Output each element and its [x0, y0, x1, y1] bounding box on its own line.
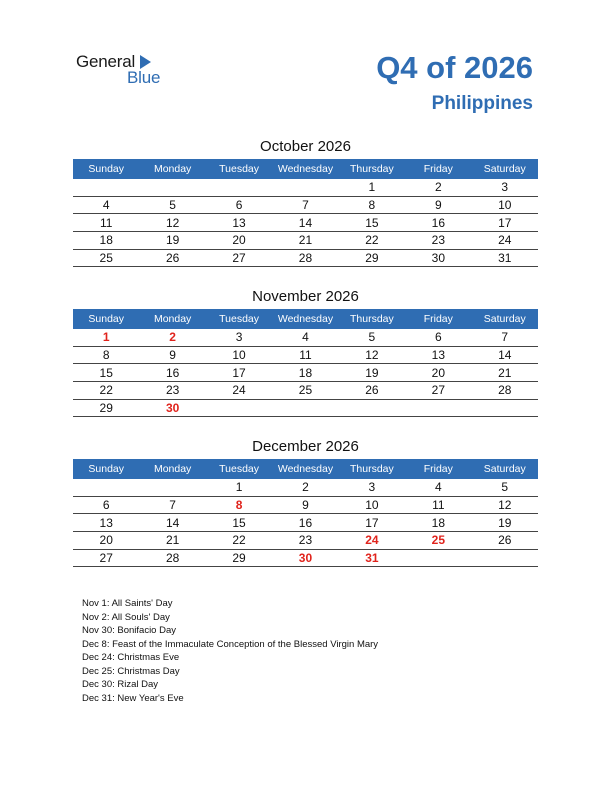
day-cell: 7 [472, 329, 538, 346]
day-cell: 18 [405, 514, 471, 532]
calendar-grid [73, 459, 538, 567]
day-cell: 18 [73, 232, 139, 250]
day-cell: 10 [339, 496, 405, 514]
day-cell: 25 [73, 249, 139, 267]
day-cell [339, 399, 405, 417]
day-cell: 17 [472, 214, 538, 232]
day-cell: 8 [206, 496, 272, 514]
day-cell [206, 399, 272, 417]
day-cell: 1 [206, 479, 272, 496]
week-row [73, 496, 538, 514]
day-cell: 11 [272, 346, 338, 364]
holiday-item: Dec 8: Feast of the Immaculate Conception of the Blessed Virgin Mary [82, 638, 379, 650]
month-title: November 2026 [252, 288, 359, 305]
weekday-header: Wednesday [272, 159, 338, 179]
day-cell [472, 399, 538, 417]
day-cell [405, 549, 471, 567]
day-cell: 25 [405, 532, 471, 550]
day-cell: 31 [339, 549, 405, 567]
day-cell: 14 [472, 346, 538, 364]
holiday-item: Dec 25: Christmas Day [82, 665, 180, 677]
week-row [73, 382, 538, 400]
day-cell: 6 [206, 196, 272, 214]
day-cell: 17 [339, 514, 405, 532]
day-cell: 22 [73, 382, 139, 400]
weekday-header: Friday [405, 309, 471, 329]
week-row [73, 532, 538, 550]
day-cell: 14 [272, 214, 338, 232]
day-cell: 5 [472, 479, 538, 496]
day-cell: 22 [206, 532, 272, 550]
day-cell: 4 [73, 196, 139, 214]
brand-name-blue: Blue [127, 68, 161, 87]
weekday-header: Monday [139, 159, 205, 179]
month-october [73, 136, 538, 267]
month-november [73, 286, 538, 417]
week-row [73, 346, 538, 364]
weekday-header: Saturday [472, 159, 538, 179]
day-cell: 18 [272, 364, 338, 382]
day-cell: 10 [472, 196, 538, 214]
day-cell: 27 [405, 382, 471, 400]
weekday-header: Thursday [339, 309, 405, 329]
day-cell: 11 [405, 496, 471, 514]
day-cell: 19 [339, 364, 405, 382]
week-row [73, 196, 538, 214]
day-cell: 6 [405, 329, 471, 346]
weekday-header: Tuesday [206, 459, 272, 479]
day-cell: 31 [472, 249, 538, 267]
day-cell: 6 [73, 496, 139, 514]
week-row [73, 479, 538, 496]
day-cell: 7 [272, 196, 338, 214]
brand-name-general: General [76, 52, 136, 71]
holiday-item: Dec 24: Christmas Eve [82, 652, 180, 663]
day-cell: 20 [73, 532, 139, 550]
day-cell: 20 [405, 364, 471, 382]
day-cell: 15 [73, 364, 139, 382]
weekday-header: Saturday [472, 459, 538, 479]
weekday-header: Thursday [339, 459, 405, 479]
holiday-item: Nov 2: All Souls' Day [82, 611, 170, 623]
month-december [73, 436, 538, 567]
day-cell: 22 [339, 232, 405, 250]
week-row [73, 549, 538, 567]
day-cell: 2 [139, 329, 205, 346]
day-cell: 28 [272, 249, 338, 267]
day-cell: 2 [405, 179, 471, 196]
holiday-item: Dec 31: New Year's Eve [82, 692, 184, 704]
day-cell [405, 399, 471, 417]
holiday-item: Nov 30: Bonifacio Day [82, 625, 176, 636]
day-cell: 26 [139, 249, 205, 267]
weekday-header: Friday [405, 459, 471, 479]
day-cell: 3 [206, 329, 272, 346]
day-cell: 14 [139, 514, 205, 532]
day-cell: 12 [472, 496, 538, 514]
day-cell: 23 [405, 232, 471, 250]
country-subtitle: Philippines [431, 93, 533, 114]
day-cell: 1 [73, 329, 139, 346]
day-cell: 3 [472, 179, 538, 196]
day-cell: 15 [206, 514, 272, 532]
weekday-header: Wednesday [272, 459, 338, 479]
flag-icon [140, 55, 151, 69]
day-cell [139, 479, 205, 496]
weekday-header: Thursday [339, 159, 405, 179]
weekday-header: Sunday [73, 309, 139, 329]
week-row [73, 514, 538, 532]
weekday-header: Monday [139, 459, 205, 479]
weekday-header: Wednesday [272, 309, 338, 329]
day-cell: 9 [272, 496, 338, 514]
day-cell: 29 [206, 549, 272, 567]
day-cell: 15 [339, 214, 405, 232]
day-cell: 30 [405, 249, 471, 267]
holiday-item: Dec 30: Rizal Day [82, 679, 159, 690]
weekday-header: Sunday [73, 459, 139, 479]
day-cell [73, 179, 139, 196]
weekday-header: Monday [139, 309, 205, 329]
day-cell [206, 179, 272, 196]
holiday-list [82, 597, 378, 705]
day-cell: 9 [405, 196, 471, 214]
day-cell: 2 [272, 479, 338, 496]
day-cell: 12 [339, 346, 405, 364]
day-cell: 30 [272, 549, 338, 567]
holiday-item: Nov 1: All Saints' Day [82, 598, 173, 609]
day-cell: 8 [73, 346, 139, 364]
day-cell: 13 [405, 346, 471, 364]
week-row [73, 329, 538, 346]
calendar-grid [73, 159, 538, 267]
day-cell: 25 [272, 382, 338, 400]
day-cell: 24 [472, 232, 538, 250]
month-title: October 2026 [260, 138, 351, 155]
day-cell: 11 [73, 214, 139, 232]
day-cell: 4 [272, 329, 338, 346]
brand-logo [76, 52, 176, 92]
page-title: Q4 of 2026 [376, 50, 533, 85]
day-cell: 1 [339, 179, 405, 196]
day-cell: 21 [472, 364, 538, 382]
day-cell: 27 [73, 549, 139, 567]
day-cell: 29 [339, 249, 405, 267]
week-row [73, 249, 538, 267]
day-cell: 23 [139, 382, 205, 400]
day-cell: 24 [339, 532, 405, 550]
day-cell: 21 [139, 532, 205, 550]
weekday-header: Tuesday [206, 309, 272, 329]
day-cell [139, 179, 205, 196]
weekday-header: Tuesday [206, 159, 272, 179]
weekday-header: Sunday [73, 159, 139, 179]
day-cell: 16 [272, 514, 338, 532]
day-cell: 12 [139, 214, 205, 232]
day-cell: 29 [73, 399, 139, 417]
day-cell: 24 [206, 382, 272, 400]
week-row [73, 179, 538, 196]
day-cell: 16 [405, 214, 471, 232]
day-cell [272, 399, 338, 417]
day-cell: 13 [206, 214, 272, 232]
day-cell: 10 [206, 346, 272, 364]
day-cell: 5 [339, 329, 405, 346]
day-cell: 26 [339, 382, 405, 400]
week-row [73, 399, 538, 417]
day-cell: 8 [339, 196, 405, 214]
day-cell: 23 [272, 532, 338, 550]
day-cell [472, 549, 538, 567]
day-cell: 16 [139, 364, 205, 382]
day-cell [272, 179, 338, 196]
day-cell: 9 [139, 346, 205, 364]
day-cell [73, 479, 139, 496]
month-title: December 2026 [252, 438, 359, 455]
weekday-header: Friday [405, 159, 471, 179]
day-cell: 13 [73, 514, 139, 532]
week-row [73, 364, 538, 382]
week-row [73, 214, 538, 232]
day-cell: 27 [206, 249, 272, 267]
day-cell: 7 [139, 496, 205, 514]
day-cell: 19 [139, 232, 205, 250]
day-cell: 17 [206, 364, 272, 382]
day-cell: 3 [339, 479, 405, 496]
day-cell: 19 [472, 514, 538, 532]
day-cell: 21 [272, 232, 338, 250]
day-cell: 26 [472, 532, 538, 550]
day-cell: 30 [139, 399, 205, 417]
day-cell: 20 [206, 232, 272, 250]
day-cell: 28 [139, 549, 205, 567]
day-cell: 5 [139, 196, 205, 214]
day-cell: 4 [405, 479, 471, 496]
day-cell: 28 [472, 382, 538, 400]
weekday-header: Saturday [472, 309, 538, 329]
calendar-grid [73, 309, 538, 417]
week-row [73, 232, 538, 250]
